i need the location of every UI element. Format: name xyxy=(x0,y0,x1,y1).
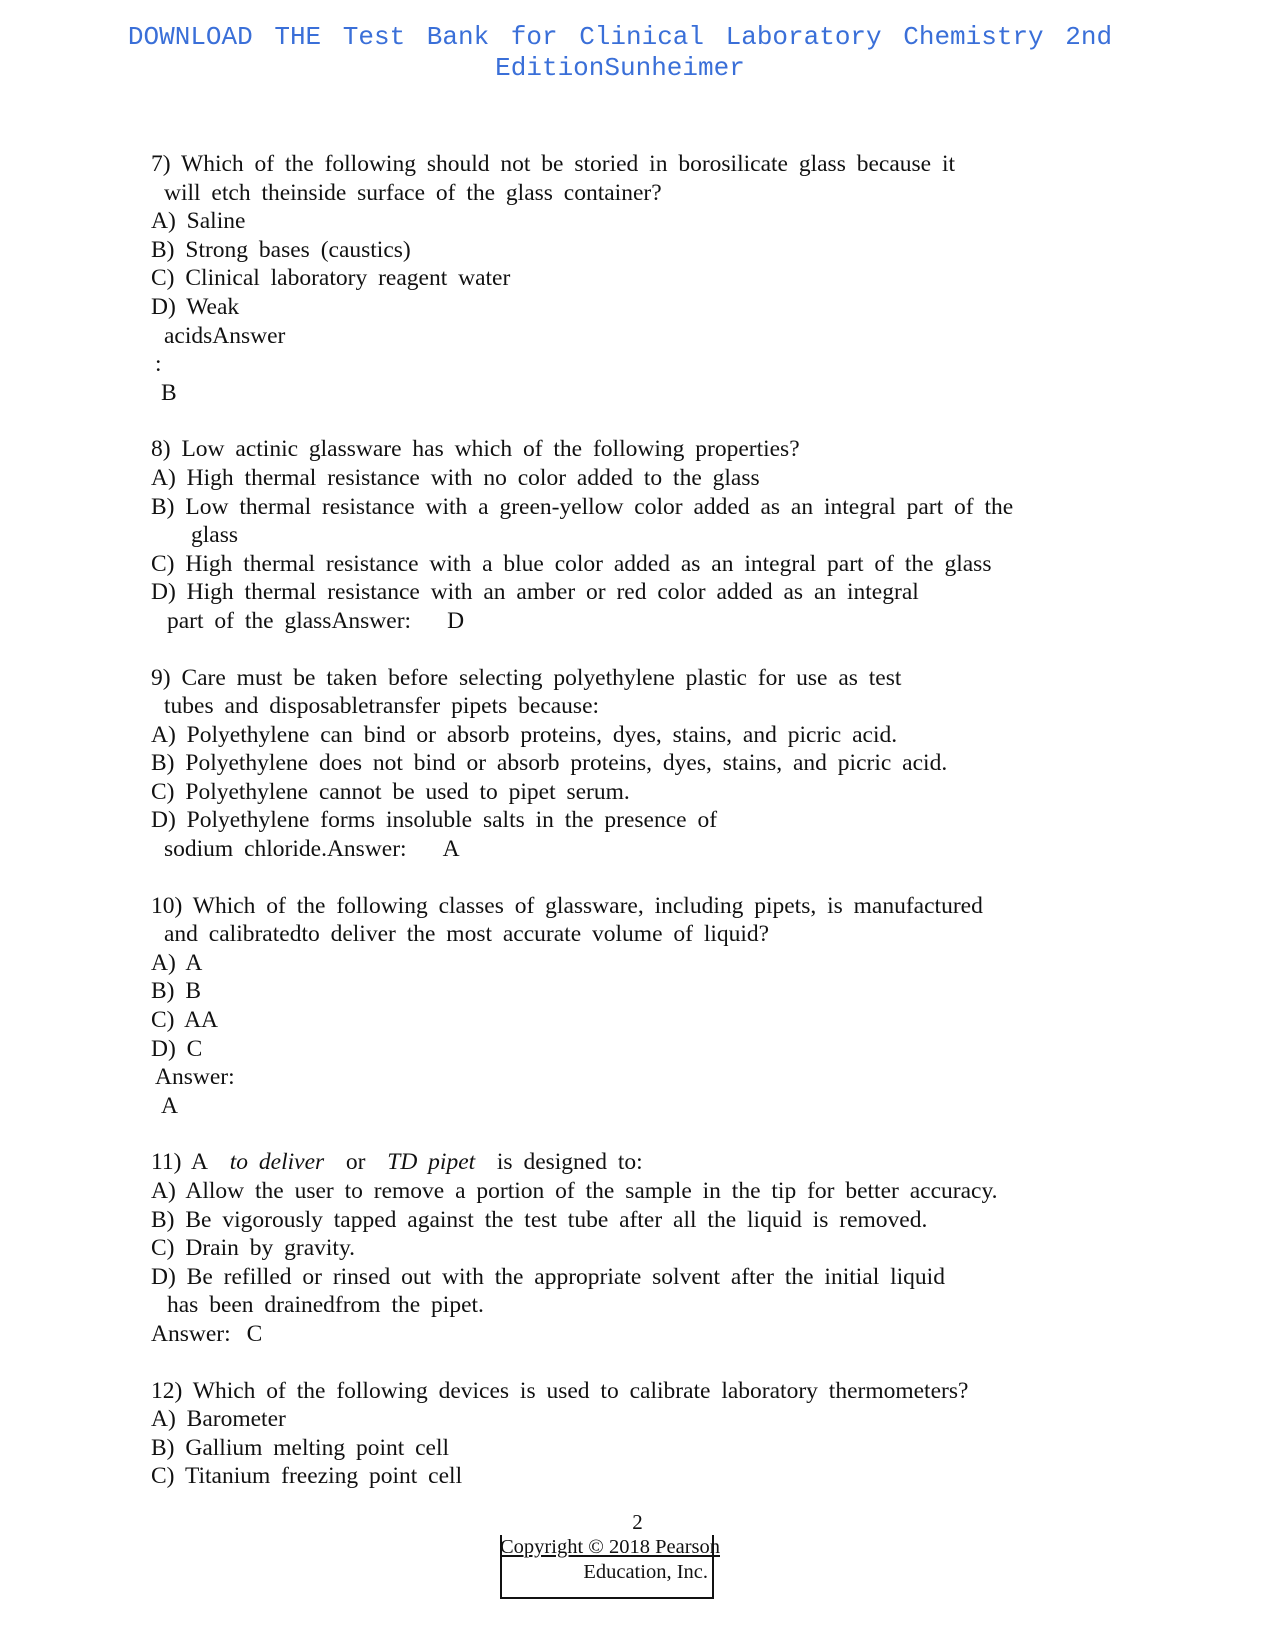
question-8-option-d: D) High thermal resistance with an amber or red color added as an integral xyxy=(151,579,919,606)
question-7-answer-colon: : xyxy=(155,351,162,378)
header-line-1[interactable]: DOWNLOAD THE Test Bank for Clinical Laboratory Chemistry 2nd xyxy=(127,22,1113,52)
question-7-option-d-cont: acidsAnswer xyxy=(164,322,286,349)
question-11-stem xyxy=(151,1148,1151,1177)
question-7-stem: 7) Which of the following should not be storied in borosilicate glass because it xyxy=(151,151,956,177)
question-8-option-c: C) High thermal resistance with a blue color added as an integral part of the glass xyxy=(151,550,992,577)
question-7-stem-cont: will etch theinside surface of the glass container? xyxy=(164,179,662,206)
question-11-answer-line xyxy=(151,1320,1151,1349)
question-10 xyxy=(151,892,1151,1121)
question-9-option-d: D) Polyethylene forms insoluble salts in the presence of xyxy=(151,807,718,834)
question-11-answer: C xyxy=(246,1320,263,1347)
question-9-answer: A xyxy=(442,836,460,863)
question-7-option-b: B) Strong bases (caustics) xyxy=(151,236,411,263)
question-11-option-d-cont: has been drainedfrom the pipet. xyxy=(167,1292,484,1319)
question-10-answer: A xyxy=(161,1092,178,1119)
question-7-answer: B xyxy=(161,379,177,406)
question-11-term-to-deliver: to deliver xyxy=(229,1149,325,1176)
question-list xyxy=(151,150,1151,1519)
question-8-stem: 8) Low actinic glassware has which of the following properties? xyxy=(151,436,800,463)
question-10-option-a: A) A xyxy=(151,949,203,976)
question-8 xyxy=(151,435,1151,635)
question-8-option-b: B) Low thermal resistance with a green-yellow color added as an integral part of the xyxy=(151,493,1014,520)
question-12-stem: 12) Which of the following devices is used to calibrate laboratory thermometers? xyxy=(151,1377,969,1404)
question-10-stem-cont: and calibratedto deliver the most accurate volume of liquid? xyxy=(164,921,770,948)
question-8-answer-line xyxy=(151,607,1151,636)
copyright-line-2: Education, Inc. xyxy=(583,1561,708,1583)
question-9-option-d-cont: sodium chloride.Answer: xyxy=(164,836,407,863)
question-9-option-b: B) Polyethylene does not bind or absorb proteins, dyes, stains, and picric acid. xyxy=(151,750,948,777)
question-8-option-a: A) High thermal resistance with no color added to the glass xyxy=(151,464,760,491)
question-10-stem: 10) Which of the following classes of glassware, including pipets, is manufactured xyxy=(151,892,983,919)
question-7 xyxy=(151,150,1151,407)
copyright-box xyxy=(500,1535,720,1599)
question-11-stem-part2: or xyxy=(345,1149,366,1176)
question-10-option-b: B) B xyxy=(151,978,202,1005)
question-10-answer-label: Answer: xyxy=(155,1064,235,1091)
copyright-line-1: Copyright © 2018 Pearson xyxy=(500,1536,720,1558)
question-11-stem-part3: is designed to: xyxy=(496,1149,643,1176)
question-10-option-d: D) C xyxy=(151,1035,203,1062)
question-11-term-td-pipet: TD pipet xyxy=(387,1149,476,1176)
question-12 xyxy=(151,1377,1151,1491)
question-9-stem: 9) Care must be taken before selecting polyethylene plastic for use as test xyxy=(151,664,902,691)
header-line-2[interactable]: EditionSunheimer xyxy=(495,53,745,83)
page-number: 2 xyxy=(632,1510,643,1534)
question-9 xyxy=(151,664,1151,864)
question-7-option-c: C) Clinical laboratory reagent water xyxy=(151,265,511,292)
question-9-option-a: A) Polyethylene can bind or absorb proteins, dyes, stains, and picric acid. xyxy=(151,721,898,748)
question-7-option-a: A) Saline xyxy=(151,208,246,235)
download-header[interactable] xyxy=(30,22,1210,84)
question-11-option-a: A) Allow the user to remove a portion of the sample in the tip for better accuracy. xyxy=(151,1178,998,1204)
question-9-answer-line xyxy=(151,835,1151,864)
question-11-stem-part1: 11) A xyxy=(151,1149,209,1176)
question-8-answer: D xyxy=(447,607,465,634)
question-11-option-d: D) Be refilled or rinsed out with the appropriate solvent after the initial liquid xyxy=(151,1263,945,1290)
question-12-option-a: A) Barometer xyxy=(151,1406,286,1433)
question-11-option-c: C) Drain by gravity. xyxy=(151,1235,356,1262)
question-11 xyxy=(151,1148,1151,1348)
question-10-option-c: C) AA xyxy=(151,1007,219,1034)
question-8-option-d-cont: part of the glassAnswer: xyxy=(167,607,412,634)
question-8-option-b-cont: glass xyxy=(191,522,238,549)
question-11-option-b: B) Be vigorously tapped against the test tube after all the liquid is removed. xyxy=(151,1206,928,1233)
question-12-option-c: C) Titanium freezing point cell xyxy=(151,1463,463,1490)
question-9-stem-cont: tubes and disposabletransfer pipets because: xyxy=(164,693,600,720)
question-11-answer-label: Answer: xyxy=(151,1320,231,1347)
question-12-option-b: B) Gallium melting point cell xyxy=(151,1434,450,1461)
question-9-option-c: C) Polyethylene cannot be used to pipet serum. xyxy=(151,778,630,805)
question-7-option-d: D) Weak xyxy=(151,293,240,320)
